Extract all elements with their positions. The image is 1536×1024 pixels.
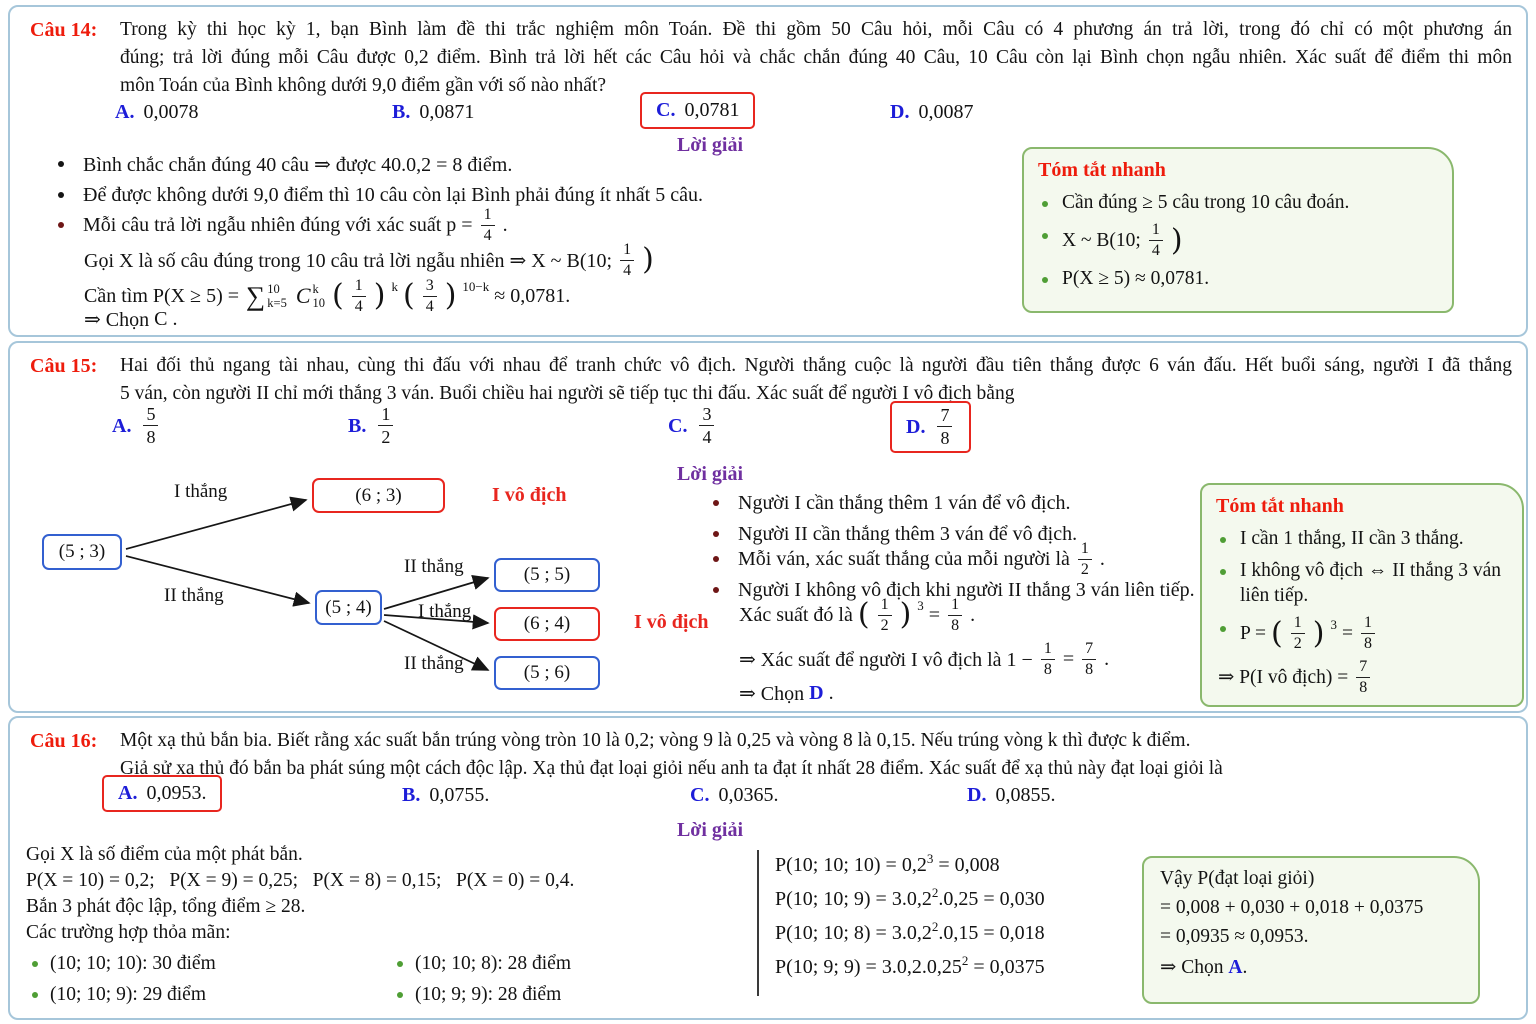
option-letter: C. <box>690 784 710 806</box>
summary-bullet: P = ( $\frac{1}{2}$ ) $^3$ = $\frac{1}{8}$ <box>1216 615 1508 652</box>
fraction: $\frac{1}{4}$ <box>620 242 634 279</box>
solution-line: Gọi X là số điểm của một phát bắn. <box>26 844 303 865</box>
question-line: Hai đối thủ ngang tài nhau, cùng thi đấu với nhau để tranh chức vô địch. Người thắng cuộc là người đầu tiên thắng được 6 ván đấu. Hết buổi sáng, người I đã thắng <box>120 355 1512 376</box>
option-value: 0,0087 <box>918 101 974 123</box>
paren: ) <box>1170 222 1183 258</box>
bullet-icon <box>1042 277 1048 283</box>
conclusion-choice: ⇒ Chọn A. <box>1160 957 1248 978</box>
fraction: $\frac{7}{8}$ <box>937 406 952 447</box>
option-letter: D. <box>890 101 910 123</box>
bullet-icon <box>32 992 38 998</box>
fraction: $\frac{1}{4}$ <box>1149 222 1163 259</box>
solution-conclusion: ⇒ Chọn D . <box>739 681 834 705</box>
bullet-icon <box>58 161 64 167</box>
bullet-icon <box>397 992 403 998</box>
case-item: (10; 9; 9): 28 điểm <box>391 983 756 1007</box>
solution-line: Các trường hợp thỏa mãn: <box>26 922 231 943</box>
edge-label-ii-wins: II thắng <box>404 653 464 674</box>
solution-bullet: Mỗi câu trả lời ngẫu nhiên đúng với xác suất p = $\frac{1}{4}$ . <box>58 205 508 245</box>
fraction: $\frac{1}{8}$ <box>1041 641 1055 678</box>
question-16-label: Câu 16: <box>30 730 98 752</box>
option-b <box>402 782 489 808</box>
solution-bullet: Người I cần thắng thêm 1 ván để vô địch. <box>713 489 1070 517</box>
formula-line: P(10; 10; $10) = 0,2^3 = 0,008$ <box>775 851 1000 876</box>
option-letter: C. <box>656 99 676 121</box>
fraction: $\frac{1}{2}$ <box>878 597 892 634</box>
option-letter: D. <box>967 784 987 806</box>
conclusion-line: = 0,008 + 0,030 + 0,018 + 0,0375 <box>1160 897 1424 918</box>
case-item: (10; 10; 9): 29 điểm <box>26 983 391 1007</box>
solution-line: Xác suất đó là ( $\frac{1}{2}$ ) $^3$ = $\frac{1}{8}$ . <box>739 595 976 634</box>
bullet-icon <box>1220 537 1226 543</box>
question-14-label: Câu 14: <box>30 19 98 41</box>
option-value: 0,0781 <box>684 99 740 121</box>
option-d-correct-box <box>890 401 971 453</box>
combination-symbol: C k 10 <box>295 281 326 310</box>
paren: ) <box>642 242 654 277</box>
question-15-card <box>8 341 1528 713</box>
case-row <box>26 952 756 976</box>
edge-label-ii-wins: II thắng <box>404 556 464 577</box>
question-line: môn Toán của Bình không dưới 9,0 điểm gần với số nào nhất? <box>120 75 607 96</box>
solution-conclusion: ⇒ Chọn C . <box>84 307 178 331</box>
summary-bullet: X ~ B(10; $\frac{1}{4}$ ) <box>1038 222 1438 259</box>
paren: ) <box>899 597 912 632</box>
tree-node-5-6: (5 ; 6) <box>494 656 600 690</box>
option-b <box>348 405 396 446</box>
solution-heading: Lời giải <box>676 463 744 485</box>
conclusion-box <box>1142 856 1480 1004</box>
option-value: 0,0755. <box>429 784 490 806</box>
bullet-icon <box>1042 201 1048 207</box>
bullet-icon <box>713 500 719 506</box>
champion-label: I vô địch <box>634 611 709 633</box>
option-value: 0,0078 <box>143 101 199 123</box>
option-c-correct-box <box>640 92 755 129</box>
conclusion-line: = 0,0935 ≈ 0,0953. <box>1160 926 1309 947</box>
question-15-header <box>30 352 1512 408</box>
solution-line: Bắn 3 phát độc lập, tổng điểm ≥ 28. <box>26 896 306 917</box>
option-letter: B. <box>348 414 367 437</box>
question-14-card <box>8 5 1528 337</box>
option-d <box>890 99 973 125</box>
option-value: 0,0855. <box>995 784 1056 806</box>
paren: ( <box>1271 615 1283 651</box>
solution-bullet: Bình chắc chắn đúng 40 câu ⇒ được 40.0,2 = 8 điểm. <box>58 150 512 178</box>
paren: ( <box>332 278 344 313</box>
option-letter: A. <box>118 782 138 804</box>
bullet-icon <box>58 222 64 228</box>
fraction: $\frac{3}{4}$ <box>699 405 714 446</box>
option-letter: A. <box>112 414 132 437</box>
summary-bullet: P(X ≥ 5) ≈ 0,0781. <box>1038 266 1438 291</box>
bullet-icon <box>397 961 403 967</box>
solution-bullet: Người I không vô địch khi người II thắng 3 ván liên tiếp. <box>713 576 1195 604</box>
option-d <box>967 782 1055 808</box>
option-value: 0,0953. <box>146 782 207 804</box>
question-line: đúng; trả lời đúng mỗi Câu được 0,2 điểm. Bình trả lời hết các Câu hỏi và chắc chắn đúng 40 Câu, 10 Câu còn lại Bình chọn ngẫu nhiên. Xác suất để điểm thi môn <box>120 47 1512 68</box>
bullet-icon <box>713 556 719 562</box>
fraction: $\frac{1}{2}$ <box>378 405 393 446</box>
paren: ) <box>444 278 457 313</box>
conclusion-line: Vậy P(đạt loại giỏi) <box>1160 868 1315 889</box>
case-row <box>26 983 756 1007</box>
question-line: 5 ván, còn người II chỉ mới thắng 3 ván. Buổi chiều hai người sẽ tiếp tục thi đấu. Xác suất để người I vô địch bằng <box>120 383 1015 404</box>
bullet-icon <box>1220 569 1226 575</box>
question-15-label: Câu 15: <box>30 355 98 377</box>
option-letter: B. <box>402 784 421 806</box>
bullet-icon <box>32 961 38 967</box>
option-letter: D. <box>906 415 926 438</box>
solution-bullet: Người II cần thắng thêm 3 ván để vô địch. <box>713 520 1077 548</box>
fraction: $\frac{1}{4}$ <box>481 207 495 244</box>
question-15-text <box>120 352 1512 408</box>
fraction: $\frac{5}{8}$ <box>143 405 158 446</box>
fraction: $\frac{1}{4}$ <box>352 278 366 315</box>
champion-label: I vô địch <box>492 484 567 506</box>
case-item: (10; 10; 8): 28 điểm <box>391 952 756 976</box>
question-14-text <box>120 16 1512 100</box>
solution-heading: Lời giải <box>676 819 744 841</box>
option-letter: C. <box>668 414 688 437</box>
fraction: $\frac{1}{8}$ <box>948 597 962 634</box>
question-line: Trong kỳ thi học kỳ 1, bạn Bình làm đề thi trắc nghiệm môn Toán. Đề thi gồm 50 Câu hỏi, mỗi Câu có 4 phương án trả lời, trong đó chỉ có một phương án <box>120 19 1512 40</box>
solution-line: ⇒ Xác suất để người I vô địch là 1 − $\frac{1}{8}$ = $\frac{7}{8}$ . <box>739 639 1110 678</box>
bullet-icon <box>1220 626 1226 632</box>
tree-node-5-5: (5 ; 5) <box>494 558 600 592</box>
paren: ) <box>1312 615 1325 651</box>
tree-node-5-3: (5 ; 3) <box>42 534 122 570</box>
option-value: 0,0365. <box>718 784 779 806</box>
bullet-icon <box>713 531 719 537</box>
option-a-correct-box <box>102 775 222 812</box>
edge-label-i-wins: I thắng <box>174 481 228 502</box>
formula-line: P(10; 9; $9) = 3.0,2.0,25^2 = 0,0375$ <box>775 953 1045 978</box>
option-b <box>392 99 474 125</box>
fraction: $\frac{7}{8}$ <box>1082 641 1096 678</box>
solution-line: Gọi X là số câu đúng trong 10 câu trả lời ngẫu nhiên ⇒ X ~ B(10; $\frac{1}{4}$ ) <box>84 240 654 279</box>
question-14-header <box>30 16 1512 100</box>
solution-bullet: Mỗi ván, xác suất thắng của mỗi người là $\frac{1}{2}$ . <box>713 539 1105 579</box>
probability-calculations <box>757 850 1153 996</box>
question-16-card <box>8 716 1528 1020</box>
tree-node-6-4: (6 ; 4) <box>494 607 600 641</box>
case-item: (10; 10; 10): 30 điểm <box>26 952 391 976</box>
summary-conclusion: ⇒ P(I vô địch) = $\frac{7}{8}$ <box>1216 659 1508 696</box>
fraction: $\frac{7}{8}$ <box>1356 659 1370 696</box>
summary-title: Tóm tắt nhanh <box>1216 495 1344 517</box>
fraction: $\frac{1}{2}$ <box>1291 615 1305 652</box>
formula-line: P(10; 10; $9) = 3.0,2^2.0,25 = 0,030$ <box>775 885 1045 910</box>
question-line: Một xạ thủ bắn bia. Biết rằng xác suất bắn trúng vòng tròn 10 là 0,2; vòng 9 là 0,25 và vòng 8 là 0,15. Nếu trúng vòng k thì được k điểm. <box>120 730 1191 751</box>
summary-bullet: I không vô địch ⇔ II thắng 3 ván liên tiếp. <box>1216 558 1508 608</box>
tree-node-6-3: (6 ; 3) <box>312 478 445 513</box>
option-value: 0,0871 <box>419 101 475 123</box>
edge-label-i-wins: I thắng <box>418 601 472 622</box>
question-16-text <box>120 727 1512 783</box>
option-c <box>690 782 778 808</box>
summary-title: Tóm tắt nhanh <box>1038 159 1166 181</box>
fraction: $\frac{1}{8}$ <box>1361 615 1375 652</box>
option-a <box>112 405 161 446</box>
bullet-icon <box>1042 233 1048 239</box>
option-a <box>115 99 198 125</box>
paren: ) <box>373 278 386 313</box>
paren: ( <box>857 597 870 632</box>
solution-bullet: Để được không dưới 9,0 điểm thì 10 câu còn lại Bình phải đúng ít nhất 5 câu. <box>58 181 703 209</box>
formula-line: P(10; 10; $8) = 3.0,2^2.0,15 = 0,018$ <box>775 919 1045 944</box>
quick-summary-box <box>1200 483 1524 707</box>
fraction: $\frac{3}{4}$ <box>423 278 437 315</box>
paren: ( <box>402 278 415 313</box>
summary-bullet: Cần đúng ≥ 5 câu trong 10 câu đoán. <box>1038 190 1438 215</box>
option-letter: B. <box>392 101 411 123</box>
quick-summary-box <box>1022 147 1454 313</box>
summary-bullet: I cần 1 thắng, II cần 3 thắng. <box>1216 526 1508 551</box>
sum-symbol: ∑ 10 k=5 <box>246 280 287 311</box>
match-tree-diagram <box>32 471 722 705</box>
solution-heading: Lời giải <box>676 134 744 156</box>
solution-line: P(X = 10) = 0,2; P(X = 9) = 0,25; P(X = 8) = 0,15; P(X = 0) = 0,4. <box>26 870 575 891</box>
fraction: $\frac{1}{2}$ <box>1078 541 1092 578</box>
question-line: Giả sử xạ thủ đó bắn ba phát súng một cách độc lập. Xạ thủ đạt loại giỏi nếu anh ta đạt ít nhất 28 điểm. Xác suất để xạ thủ này đạt loại giỏi là <box>120 758 1223 779</box>
solution-line: Cần tìm P(X ≥ 5) = ∑ 10 k=5 C k 10 ( $\frac{1}{4}$ ) $^k$ ( $\frac{3}{4}$ ) $^{10-k}$ ≈ 0,0781. <box>84 276 571 315</box>
tree-node-5-4: (5 ; 4) <box>315 590 382 625</box>
edge-label-ii-wins: II thắng <box>164 585 224 606</box>
solution-left-column <box>26 842 756 1007</box>
option-letter: A. <box>115 101 135 123</box>
question-16-header <box>30 727 1512 783</box>
bullet-icon <box>58 192 64 198</box>
option-c <box>668 405 717 446</box>
